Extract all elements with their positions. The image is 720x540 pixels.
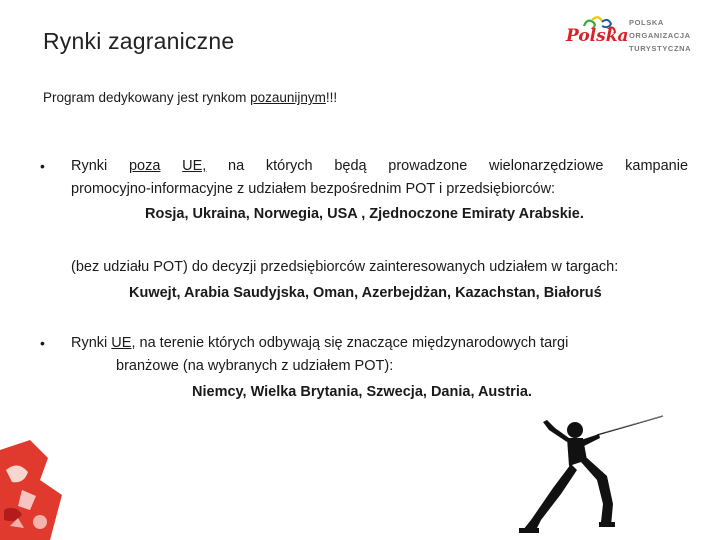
item2-countries: Niemcy, Wielka Brytania, Szwecja, Dania, Austria.	[192, 384, 532, 400]
item1b-countries: Kuwejt, Arabia Saudyjska, Oman, Azerbejdżan, Kazachstan, Białoruś	[129, 285, 602, 301]
logo-line-1: POLSKA	[629, 18, 664, 27]
fencer-icon	[505, 408, 665, 538]
item2-line2: branżowe (na wybranych z udziałem POT):	[116, 358, 394, 374]
logo-line-2: ORGANIZACJA	[629, 31, 691, 40]
slide-title: Rynki zagraniczne	[43, 28, 235, 54]
item2-before: Rynki	[71, 335, 112, 351]
item2-after: , na terenie których odbywają się znaczące międzynarodowych targi	[131, 335, 569, 351]
subtitle-underlined: pozaunijnym	[250, 90, 326, 105]
item1-word2: poza	[128, 158, 161, 174]
item1b-line: (bez udziału POT) do decyzji przedsiębiorców zainteresowanych udziałem w targach:	[71, 259, 619, 275]
item1-line2: promocyjno-informacyjne z udziałem bezpośrednim POT i przedsiębiorców:	[71, 181, 556, 197]
bullet-2: •	[40, 335, 45, 351]
item2-underlined: UE	[111, 335, 132, 351]
bullet-1: •	[40, 158, 45, 174]
poster-corner-icon	[0, 440, 62, 540]
logo-line-3: TURYSTYCZNA	[629, 44, 692, 53]
item2-line1	[71, 331, 691, 355]
item1-rest: na których będą prowadzone wielonarzędziowe kampanie	[228, 158, 689, 174]
item1-line1	[71, 154, 688, 178]
subtitle-text: Program dedykowany jest rynkom	[43, 90, 251, 105]
item1-word3: UE,	[182, 158, 207, 174]
slide-subtitle	[43, 90, 337, 105]
item1-word1: Rynki	[71, 158, 108, 174]
logo-script: Polska	[566, 26, 629, 46]
subtitle-end: !!!	[325, 90, 338, 105]
item1-countries: Rosja, Ukraina, Norwegia, USA , Zjednoczone Emiraty Arabskie.	[145, 206, 584, 222]
